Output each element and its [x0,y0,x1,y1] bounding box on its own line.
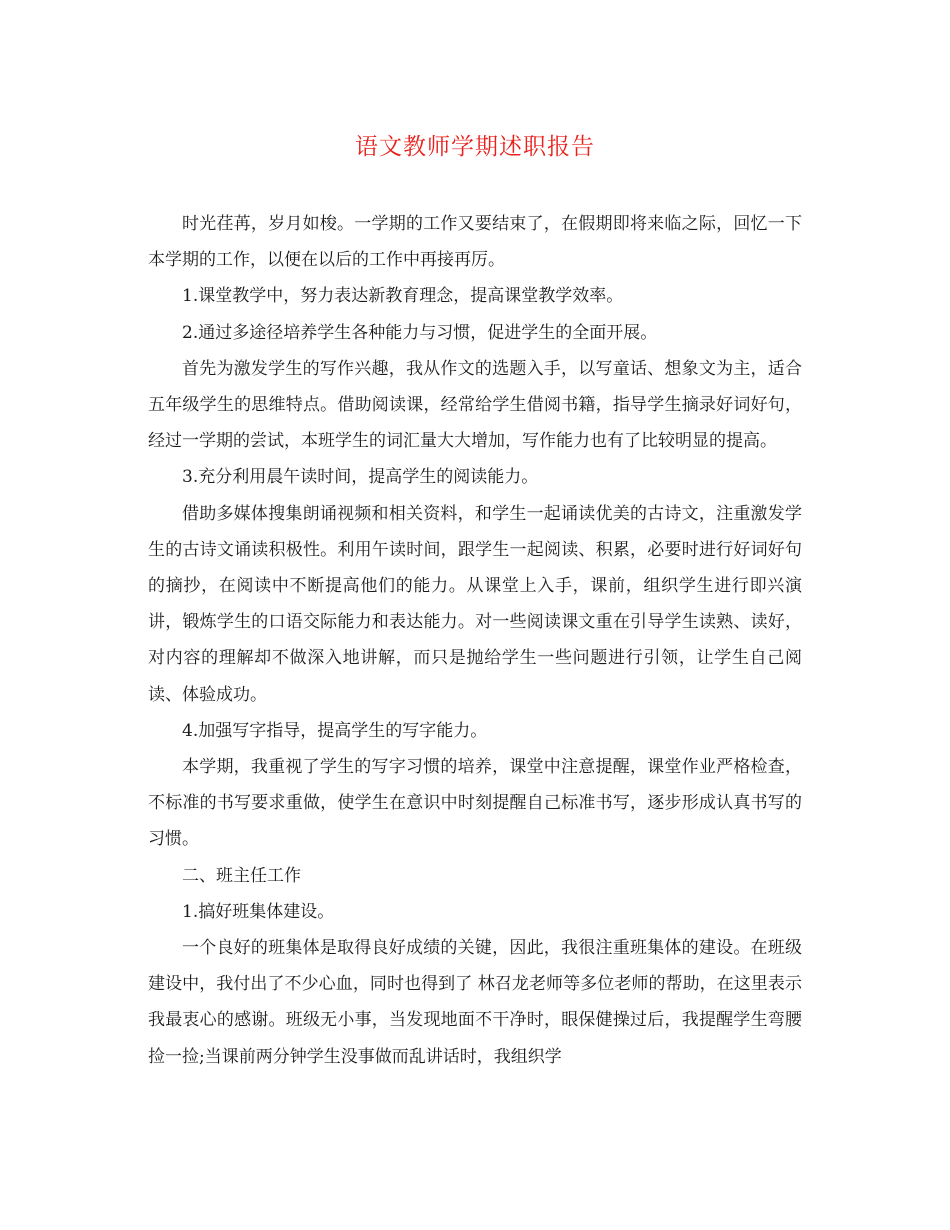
paragraph-handwriting: 本学期，我重视了学生的写字习惯的培养，课堂中注意提醒，课堂作业严格检查，不标准的书写要求重做，使学生在意识中时刻提醒自己标准书写，逐步形成认真书写的习惯。 [148,757,802,850]
section-heading-class-teacher: 二、班主任工作 [182,865,301,886]
paragraph-writing-interest: 首先为激发学生的写作兴趣，我从作文的选题入手，以写童话、想象文为主，适合五年级学生的思维特点。借助阅读课，经常给学生借阅书籍，指导学生摘录好词好句，经过一学期的尝试，本班学生的词汇量大大增加，写作能力也有了比较明显的提高。 [148,358,802,452]
paragraph-item-3: 3.充分利用晨午读时间，提高学生的阅读能力。 [182,467,539,488]
paragraph-intro: 时光荏苒，岁月如梭。一学期的工作又要结束了，在假期即将来临之际，回忆一下本学期的工作，以便在以后的工作中再接再厉。 [148,214,802,271]
paragraph-class-building: 一个良好的班集体是取得良好成绩的关键，因此，我很注重班集体的建设。在班级建设中，我付出了不少心血，同时也得到了 林召龙老师等多位老师的帮助，在这里表示我最衷心的感谢。班级无小事，当发现地面不干净时，眼保健操过后，我提醒学生弯腰捡一捡;当课前两分钟学生没事做而乱讲话时，我组织学 [148,938,802,1067]
paragraph-reading: 借助多媒体搜集朗诵视频和相关资料，和学生一起诵读优美的古诗文，注重激发学生的古诗文诵读积极性。利用午读时间，跟学生一起阅读、积累，必要时进行好词好句的摘抄，在阅读中不断提高他们的能力。从课堂上入手，课前，组织学生进行即兴演讲，锻炼学生的口语交际能力和表达能力。对一些阅读课文重在引导学生读熟、读好，对内容的理解却不做深入地讲解，而只是抛给学生一些问题进行引领，让学生自己阅读、体验成功。 [148,503,802,705]
paragraph-item-2: 2.通过多途径培养学生各种能力与习惯，促进学生的全面开展。 [182,322,658,343]
paragraph-item-1: 1.课堂教学中，努力表达新教育理念，提高课堂教学效率。 [182,286,624,307]
document-body [148,206,802,1075]
document-title: 语文教师学期述职报告 [355,134,595,160]
paragraph-class-item-1: 1.搞好班集体建设。 [182,901,335,922]
paragraph-item-4: 4.加强写字指导，提高学生的写字能力。 [182,720,488,741]
